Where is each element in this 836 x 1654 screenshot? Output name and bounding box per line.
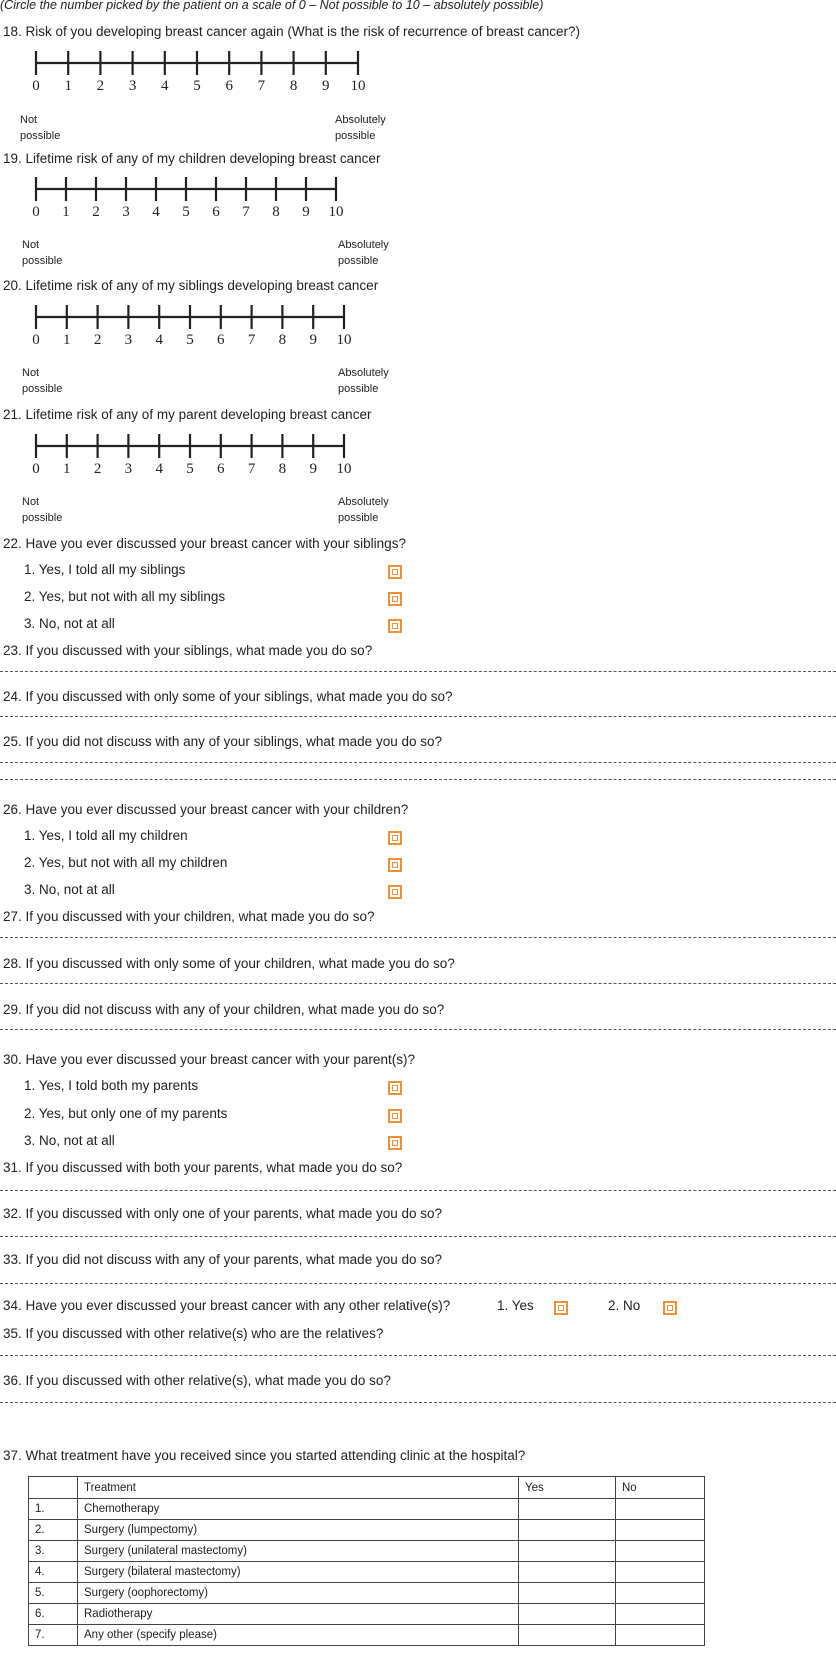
rating-scale-19[interactable] <box>0 176 400 226</box>
scale-low-label-19: Not possible <box>22 239 63 267</box>
question-18: 18. Risk of you developing breast cancer again (What is the risk of recurrence of breast cancer?) <box>3 24 581 39</box>
scale-number[interactable]: 2 <box>92 204 100 220</box>
question-30: 30. Have you ever discussed your breast cancer with your parent(s)? <box>3 1052 415 1067</box>
row-number: 1. <box>29 1499 78 1520</box>
q23-answer-line[interactable] <box>0 671 836 672</box>
scale-number[interactable]: 10 <box>336 332 352 348</box>
q22-option-2-label: 2. Yes, but not with all my siblings <box>24 589 226 604</box>
header-number <box>29 1477 78 1499</box>
q26-option-1-checkbox[interactable] <box>388 831 402 845</box>
scale-number[interactable]: 4 <box>152 204 160 220</box>
question-31: 31. If you discussed with both your parents, what made you do so? <box>3 1160 403 1175</box>
scale-high-label-19: Absolutely possible <box>338 239 389 267</box>
q26-option-2-checkbox[interactable] <box>388 858 402 872</box>
table-row <box>29 1541 705 1562</box>
question-32: 32. If you discussed with only one of your parents, what made you do so? <box>3 1206 443 1221</box>
scale-number[interactable]: 6 <box>212 204 220 220</box>
row-treatment: Surgery (oophorectomy) <box>78 1583 519 1604</box>
question-37: 37. What treatment have you received since you started attending clinic at the hospital? <box>3 1448 526 1463</box>
q32-answer-line[interactable] <box>0 1236 836 1237</box>
question-35: 35. If you discussed with other relative(s) who are the relatives? <box>3 1326 384 1341</box>
question-21: 21. Lifetime risk of any of my parent developing breast cancer <box>3 407 372 422</box>
scale-number[interactable]: 0 <box>32 461 40 477</box>
table-row <box>29 1499 705 1520</box>
scale-number[interactable]: 6 <box>217 461 225 477</box>
q29-answer-line[interactable] <box>0 1029 836 1030</box>
q26-option-3-label: 3. No, not at all <box>24 882 115 897</box>
yes-cell[interactable] <box>519 1604 616 1625</box>
row-treatment: Surgery (unilateral mastectomy) <box>78 1541 519 1562</box>
rating-scale-20[interactable] <box>0 304 400 354</box>
no-cell[interactable] <box>616 1604 705 1625</box>
q34-no-checkbox[interactable] <box>663 1301 677 1315</box>
no-cell[interactable] <box>616 1520 705 1541</box>
scale-number[interactable]: 4 <box>155 332 163 348</box>
scale-number[interactable]: 5 <box>186 332 194 348</box>
scale-number[interactable]: 9 <box>309 332 317 348</box>
q33-answer-line[interactable] <box>0 1283 836 1284</box>
scale-number[interactable]: 1 <box>64 78 72 94</box>
q31-answer-line[interactable] <box>0 1190 836 1191</box>
scale-number[interactable]: 3 <box>122 204 130 220</box>
yes-cell[interactable] <box>519 1520 616 1541</box>
row-number: 4. <box>29 1562 78 1583</box>
scale-number[interactable]: 9 <box>322 78 330 94</box>
scale-high-label-21: Absolutely possible <box>338 496 389 524</box>
scale-number[interactable]: 5 <box>193 78 201 94</box>
no-cell[interactable] <box>616 1541 705 1562</box>
scale-number[interactable]: 9 <box>302 204 310 220</box>
scale-number[interactable]: 2 <box>93 461 102 477</box>
scale-low-label-18: Not possible <box>20 114 61 142</box>
scale-number[interactable]: 7 <box>247 461 256 477</box>
question-27: 27. If you discussed with your children, what made you do so? <box>3 909 375 924</box>
q24-answer-line[interactable] <box>0 716 836 717</box>
yes-cell[interactable] <box>519 1583 616 1604</box>
q25-answer-line-1[interactable] <box>0 762 836 763</box>
header-yes: Yes <box>519 1477 616 1499</box>
rating-scale-18[interactable] <box>0 50 400 100</box>
question-33: 33. If you did not discuss with any of your parents, what made you do so? <box>3 1252 443 1267</box>
yes-cell[interactable] <box>519 1625 616 1646</box>
q22-option-3-checkbox[interactable] <box>388 619 402 633</box>
question-36: 36. If you discussed with other relative(s), what made you do so? <box>3 1373 391 1388</box>
q35-answer-line[interactable] <box>0 1355 836 1356</box>
scale-high-label-20: Absolutely possible <box>338 367 389 395</box>
scale-number[interactable]: 8 <box>289 78 298 94</box>
table-row <box>29 1625 705 1646</box>
table-header-row <box>29 1477 705 1499</box>
question-22: 22. Have you ever discussed your breast cancer with your siblings? <box>3 536 406 551</box>
no-cell[interactable] <box>616 1499 705 1520</box>
scale-low-label-21: Not possible <box>22 496 63 524</box>
header-treatment: Treatment <box>78 1477 519 1499</box>
scale-number[interactable]: 10 <box>328 204 344 220</box>
q34-no-label: 2. No <box>608 1298 641 1313</box>
scale-number[interactable]: 7 <box>242 204 250 220</box>
question-20: 20. Lifetime risk of any of my siblings developing breast cancer <box>3 278 379 293</box>
no-cell[interactable] <box>616 1583 705 1604</box>
q22-option-3-label: 3. No, not at all <box>24 616 115 631</box>
q30-option-1-checkbox[interactable] <box>388 1081 402 1095</box>
row-treatment: Surgery (bilateral mastectomy) <box>78 1562 519 1583</box>
question-26: 26. Have you ever discussed your breast cancer with your children? <box>3 802 409 817</box>
instruction-text: (Circle the number picked by the patient on a scale of 0 – Not possible to 10 – absolutely possible) <box>0 0 544 12</box>
q22-option-1-label: 1. Yes, I told all my siblings <box>24 562 186 577</box>
scale-number[interactable]: 3 <box>124 332 133 348</box>
scale-high-label-18: Absolutely possible <box>335 114 386 142</box>
row-number: 3. <box>29 1541 78 1562</box>
scale-number[interactable]: 4 <box>161 78 169 94</box>
scale-low-label-20: Not possible <box>22 367 63 395</box>
table-row <box>29 1583 705 1604</box>
scale-number[interactable]: 0 <box>32 78 40 94</box>
scale-number[interactable]: 1 <box>63 332 71 348</box>
table-row <box>29 1562 705 1583</box>
scale-number[interactable]: 10 <box>336 461 352 477</box>
q30-option-2-label: 2. Yes, but only one of my parents <box>24 1106 228 1121</box>
row-number: 6. <box>29 1604 78 1625</box>
scale-number[interactable]: 8 <box>278 332 287 348</box>
scale-number[interactable]: 2 <box>93 332 102 348</box>
q30-option-2-checkbox[interactable] <box>388 1109 402 1123</box>
question-28: 28. If you discussed with only some of your children, what made you do so? <box>3 956 455 971</box>
scale-number[interactable]: 10 <box>350 78 366 94</box>
scale-number[interactable]: 2 <box>96 78 105 94</box>
treatment-table <box>28 1476 705 1646</box>
yes-cell[interactable] <box>519 1541 616 1562</box>
q34-yes-checkbox[interactable] <box>554 1301 568 1315</box>
no-cell[interactable] <box>616 1625 705 1646</box>
q30-option-3-label: 3. No, not at all <box>24 1133 115 1148</box>
q26-option-1-label: 1. Yes, I told all my children <box>24 828 188 843</box>
question-34: 34. Have you ever discussed your breast cancer with any other relative(s)? <box>3 1298 451 1313</box>
question-19: 19. Lifetime risk of any of my children developing breast cancer <box>3 151 381 166</box>
header-no: No <box>616 1477 705 1499</box>
scale-number[interactable]: 1 <box>63 461 71 477</box>
q22-option-2-checkbox[interactable] <box>388 592 402 606</box>
scale-number[interactable]: 9 <box>309 461 317 477</box>
scale-number[interactable]: 7 <box>257 78 266 94</box>
row-treatment: Radiotherapy <box>78 1604 519 1625</box>
scale-number[interactable]: 5 <box>182 204 190 220</box>
no-cell[interactable] <box>616 1562 705 1583</box>
scale-number[interactable]: 7 <box>247 332 256 348</box>
rating-scale-21[interactable] <box>0 433 400 483</box>
row-number: 7. <box>29 1625 78 1646</box>
table-row <box>29 1520 705 1541</box>
row-number: 2. <box>29 1520 78 1541</box>
scale-number[interactable]: 6 <box>225 78 233 94</box>
question-24: 24. If you discussed with only some of your siblings, what made you do so? <box>3 689 453 704</box>
scale-number[interactable]: 1 <box>62 204 70 220</box>
scale-number[interactable]: 4 <box>155 461 163 477</box>
q30-option-1-label: 1. Yes, I told both my parents <box>24 1078 199 1093</box>
yes-cell[interactable] <box>519 1499 616 1520</box>
row-treatment: Any other (specify please) <box>78 1625 519 1646</box>
table-row <box>29 1604 705 1625</box>
scale-number[interactable]: 0 <box>32 332 40 348</box>
q22-option-1-checkbox[interactable] <box>388 565 402 579</box>
row-treatment: Surgery (lumpectomy) <box>78 1520 519 1541</box>
q26-option-2-label: 2. Yes, but not with all my children <box>24 855 228 870</box>
row-number: 5. <box>29 1583 78 1604</box>
scale-number[interactable]: 6 <box>217 332 225 348</box>
question-25: 25. If you did not discuss with any of your siblings, what made you do so? <box>3 734 442 749</box>
row-treatment: Chemotherapy <box>78 1499 519 1520</box>
scale-number[interactable]: 0 <box>32 204 40 220</box>
q28-answer-line[interactable] <box>0 983 836 984</box>
question-23: 23. If you discussed with your siblings, what made you do so? <box>3 643 373 658</box>
scale-number[interactable]: 5 <box>186 461 194 477</box>
scale-number[interactable]: 3 <box>124 461 133 477</box>
yes-cell[interactable] <box>519 1562 616 1583</box>
scale-number[interactable]: 8 <box>272 204 280 220</box>
q25-answer-line-2[interactable] <box>0 779 836 780</box>
q36-answer-line[interactable] <box>0 1402 836 1403</box>
scale-number[interactable]: 3 <box>128 78 137 94</box>
q30-option-3-checkbox[interactable] <box>388 1136 402 1150</box>
question-29: 29. If you did not discuss with any of your children, what made you do so? <box>3 1002 445 1017</box>
q26-option-3-checkbox[interactable] <box>388 885 402 899</box>
q34-yes-label: 1. Yes <box>497 1298 534 1313</box>
scale-number[interactable]: 8 <box>278 461 287 477</box>
q27-answer-line[interactable] <box>0 937 836 938</box>
